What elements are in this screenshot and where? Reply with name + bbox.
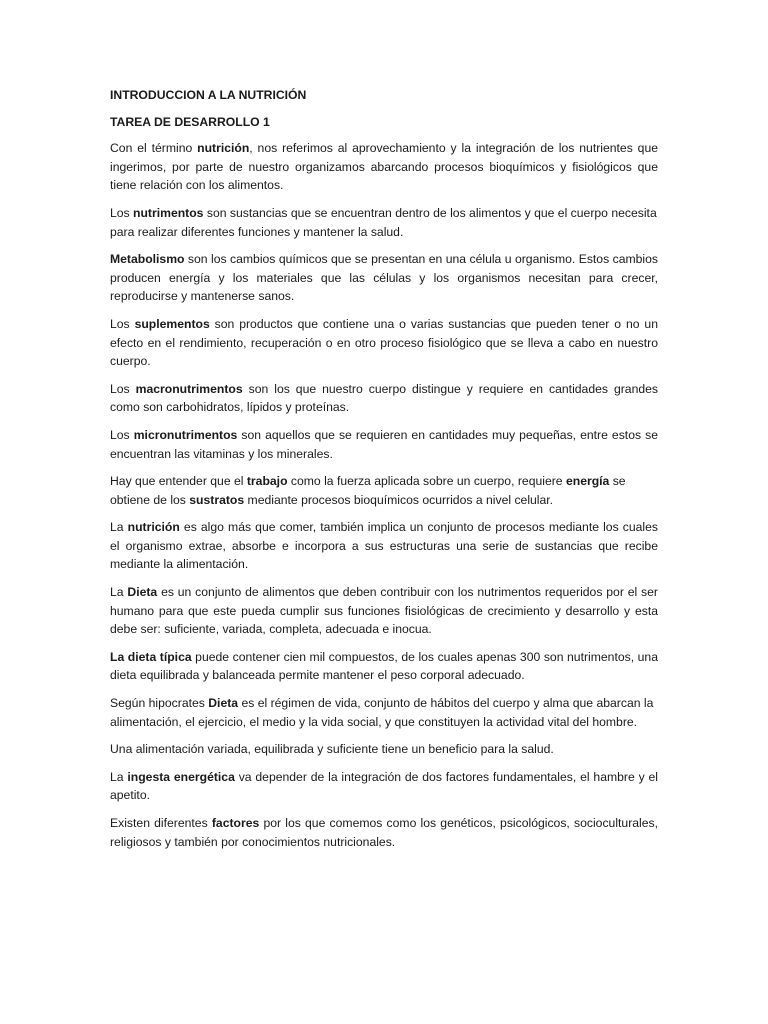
bold-term: trabajo [246, 474, 288, 489]
paragraph-text: se obtiene de los [110, 474, 626, 507]
bold-term: sustratos [189, 492, 245, 507]
paragraph [110, 139, 658, 195]
paragraph-text: son productos que contiene una o varias sustancias que pueden tener o no un efecto en el rendimiento, recuperación o en otro proceso fisiológico que se lleva a cabo en nuestro cuerpo. [110, 316, 658, 369]
paragraph-text: Los [110, 427, 134, 442]
paragraph-text: Según hipocrates [110, 696, 209, 711]
bold-term: nutrición [127, 520, 180, 535]
paragraph-text: Hay que entender que el [110, 474, 247, 489]
document-subtitle: TAREA DE DESARROLLO 1 [110, 114, 270, 129]
bold-term: nutrimentos [133, 205, 204, 220]
bold-term: ingesta energética [127, 769, 235, 784]
paragraph-text: Los [110, 381, 136, 396]
paragraph [110, 583, 658, 639]
paragraph [110, 472, 658, 509]
paragraph [110, 518, 658, 574]
paragraph [110, 648, 658, 685]
paragraph [110, 740, 658, 759]
paragraph-text: como la fuerza aplicada sobre un cuerpo, requiere [287, 474, 566, 489]
document-body [110, 86, 658, 860]
bold-term: Metabolismo [110, 252, 185, 267]
bold-term: La dieta típica [110, 649, 192, 664]
paragraph-text: La [110, 585, 128, 600]
paragraph-text: La [110, 520, 128, 535]
paragraph-text: son aquellos que se requieren en cantidades muy pequeñas, entre estos se encuentran las vitaminas y los minerales. [110, 427, 658, 461]
paragraph-text: mediante procesos bioquímicos ocurridos a nivel celular. [244, 492, 554, 507]
paragraph-text: , nos referimos al aprovechamiento y la integración de los nutrientes que ingerimos, por parte de nuestro organizamos abarcando procesos bioquímicos y fisiológicos que tiene relación con los alimentos. [110, 141, 659, 193]
paragraph-text: son sustancias que se encuentran dentro de los alimentos y que el cuerpo necesita para realizar diferentes funciones y mantener la salud. [110, 205, 657, 239]
paragraph [110, 250, 658, 306]
paragraph [110, 315, 658, 371]
paragraph-text: es algo más que comer, también implica un conjunto de procesos mediante los cuales el organismo extrae, absorbe e incorpora a sus estructuras una serie de sustancias que recibe mediante la alimentación. [110, 520, 658, 572]
paragraph-text: es un conjunto de alimentos que deben contribuir con los nutrimentos requeridos por el ser humano para que este pueda cumplir sus funciones fisiológicas de crecimiento y desarrollo y esta debe ser: suficiente, variada, completa, adecuada e inocua. [110, 585, 658, 637]
paragraph [110, 380, 658, 417]
paragraph-text: puede contener cien mil compuestos, de los cuales apenas 300 son nutrimentos, una dieta equilibrada y balanceada permite mantener el peso corporal adecuado. [110, 649, 658, 683]
paragraph [110, 204, 658, 241]
paragraph [110, 768, 658, 805]
paragraph-text: La [110, 769, 128, 784]
paragraph-list [110, 139, 658, 851]
bold-term: micronutrimentos [133, 427, 238, 442]
bold-term: Dieta [208, 696, 239, 711]
bold-term: Dieta [127, 585, 158, 600]
document-title: INTRODUCCION A LA NUTRICIÓN [110, 88, 307, 102]
paragraph-text: Los [110, 205, 134, 220]
bold-term: nutrición [197, 141, 250, 156]
paragraph-text: son los cambios químicos que se presentan en una célula u organismo. Estos cambios producen energía y los materiales que las células y los organismos necesitan para crecer, reproducirse y mantenerse sanos. [110, 252, 658, 304]
paragraph [110, 814, 658, 851]
paragraph-text: Una alimentación variada, equilibrada y suficiente tiene un beneficio para la salud. [110, 742, 554, 757]
paragraph [110, 694, 658, 731]
bold-term: suplementos [134, 316, 210, 331]
paragraph [110, 426, 658, 463]
paragraph-text: por los que comemos como los genéticos, psicológicos, socioculturales, religiosos y también por conocimientos nutricionales. [110, 816, 658, 849]
paragraph-text: Los [110, 316, 135, 331]
paragraph-text: Con el término [110, 141, 198, 156]
bold-term: energía [565, 474, 610, 489]
paragraph-text: es el régimen de vida, conjunto de hábitos del cuerpo y alma que abarcan la alimentación, el ejercicio, el medio y la vida social, y que constituyen la actividad vital del hombre. [110, 696, 654, 729]
bold-term: factores [211, 816, 260, 830]
paragraph-text: Existen diferentes [110, 816, 212, 830]
paragraph-text: va depender de la integración de dos factores fundamentales, el hambre y el apetito. [110, 769, 658, 803]
paragraph-text: son los que nuestro cuerpo distingue y requiere en cantidades grandes como son carbohidratos, lípidos y proteínas. [110, 381, 658, 415]
bold-term: macronutrimentos [135, 381, 243, 396]
